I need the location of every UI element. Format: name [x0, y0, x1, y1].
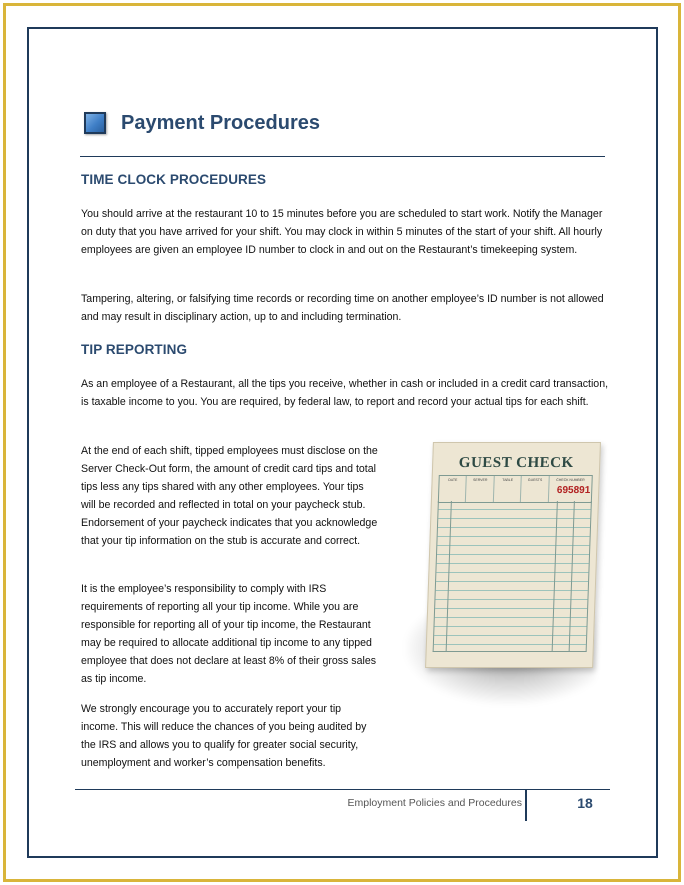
- page-number: 18: [577, 795, 593, 811]
- paragraph: As an employee of a Restaurant, all the tips you receive, whether in cash or included in a credit card transaction, is taxable income to you. You are required, by federal law, to report and record your actual tips for each shift.: [81, 378, 609, 408]
- paragraph: It is the employee’s responsibility to comply with IRS requirements of reporting all your tip income. While you are responsible for reporting all of your tip income, the Restaurant may be required to allocate additional tip income to any tipped employee that does not declare at least 8% of their gross sales as tip income.: [81, 583, 377, 685]
- guest-check-column: SERVER: [466, 476, 494, 502]
- footer-title: Employment Policies and Procedures: [347, 797, 522, 809]
- paragraph: Tampering, altering, or falsifying time records or recording time on another employee’s ID number is not allowed and may result in disciplinary action, up to and including termination.: [81, 293, 604, 323]
- paragraph: You should arrive at the restaurant 10 to 15 minutes before you are scheduled to start work. Notify the Manager on duty that you have arrived for your shift. You may clock in within 5 minutes of the start of your shift. All hourly employees are given an employee ID number to clock in and out on the Restaurant’s timekeeping system.: [81, 208, 603, 256]
- title-divider: [80, 156, 605, 157]
- guest-check-ruled-area: [433, 501, 592, 652]
- section-heading-time-clock: TIME CLOCK PROCEDURES: [81, 172, 267, 187]
- guest-check-column-line: [552, 501, 558, 651]
- guest-check-column: CHECK NUMBER: [556, 478, 585, 482]
- footer-divider: [75, 789, 610, 790]
- guest-check-paper: [425, 442, 601, 668]
- paragraph: At the end of each shift, tipped employees must disclose on the Server Check-Out form, the amount of credit card tips and total tips less any tips shared with any other employees. Your tips will be recorded and reflected in total on your paycheck stub. Endorsement of your paycheck indicates that you acknowledge that your tip information on the stub is accurate and correct.: [81, 445, 378, 547]
- footer-vertical-divider: [525, 789, 527, 821]
- guest-check-column: GUESTS: [521, 476, 549, 502]
- section-heading-tip-reporting: TIP REPORTING: [81, 342, 188, 357]
- page-title: Payment Procedures: [121, 111, 320, 134]
- guest-check-image: [405, 440, 600, 720]
- page-heading: [84, 108, 320, 138]
- guest-check-number: 695891: [556, 485, 591, 496]
- guest-check-column-line: [569, 501, 575, 651]
- paragraph: We strongly encourage you to accurately report your tip income. This will reduce the chances of you being audited by the IRS and allows you to qualify for greater social security, unemployment and worker’s compensation benefits.: [81, 703, 367, 769]
- guest-check-column: DATE: [439, 476, 467, 502]
- guest-check-column-line: [446, 501, 452, 651]
- guest-check-title: GUEST CHECK: [458, 455, 574, 471]
- guest-check-column: TABLE: [494, 476, 522, 502]
- blue-square-bullet-icon: [84, 112, 106, 134]
